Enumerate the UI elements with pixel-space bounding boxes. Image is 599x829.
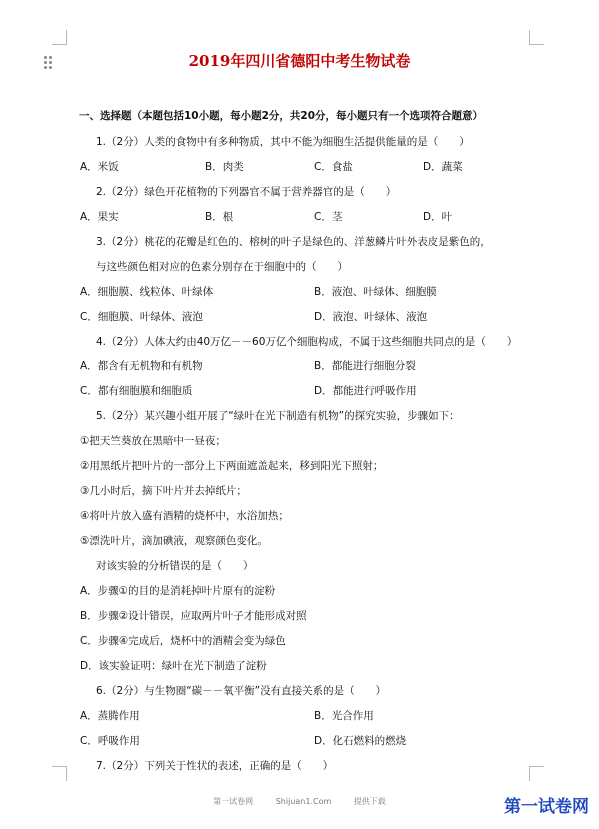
question-5-step-1: ①把天竺葵放在黑暗中一昼夜； (80, 435, 226, 447)
question-5-option-a: A．步骤①的目的是消耗掉叶片原有的淀粉 (80, 585, 276, 597)
page-corner-mark (52, 766, 67, 781)
document-title: 2019年四川省德阳中考生物试卷 (188, 52, 411, 70)
question-2-option-c: C．茎 (314, 211, 343, 223)
page-corner-mark (529, 766, 544, 781)
question-5-step-4: ④将叶片放入盛有酒精的烧杯中，水浴加热； (80, 510, 289, 522)
question-6-option-a: A．蒸腾作用 (80, 710, 140, 722)
question-1-option-c: C．食盐 (314, 161, 353, 173)
question-4-option-d: D．都能进行呼吸作用 (314, 385, 417, 397)
question-1-stem: 1.（2分）人类的食物中有多种物质，其中不能为细胞生活提供能量的是（ ） (96, 136, 470, 148)
question-5-option-b: B．步骤②设计错误，应取两片叶子才能形成对照 (80, 610, 307, 622)
question-2-stem: 2.（2分）绿色开花植物的下列器官不属于营养器官的是（ ） (96, 186, 397, 198)
question-6-option-d: D．化石燃料的燃烧 (314, 735, 407, 747)
question-2-option-a: A．果实 (80, 211, 119, 223)
question-3-option-b: B．液泡、叶绿体、细胞膜 (314, 286, 437, 298)
question-3-option-c: C．细胞膜、叶绿体、液泡 (80, 311, 203, 323)
question-6-option-b: B．光合作用 (314, 710, 374, 722)
question-3-stem-line-2: 与这些颜色相对应的色素分别存在于细胞中的（ ） (96, 261, 348, 273)
question-5-prompt: 对该实验的分析错误的是（ ） (96, 560, 254, 572)
question-1-option-b: B．肉类 (205, 161, 244, 173)
question-4-option-b: B．都能进行细胞分裂 (314, 360, 416, 372)
question-5-step-5: ⑤漂洗叶片，滴加碘液，观察颜色变化。 (80, 535, 268, 547)
question-5-step-2: ②用黑纸片把叶片的一部分上下两面遮盖起来，移到阳光下照射； (80, 460, 384, 472)
page-corner-mark (52, 30, 67, 45)
question-1-option-d: D．蔬菜 (423, 161, 463, 173)
question-2-option-b: B．根 (205, 211, 234, 223)
question-4-option-a: A．都含有无机物和有机物 (80, 360, 203, 372)
question-4-stem: 4.（2分）人体大约由40万亿－－60万亿个细胞构成，不属于这些细胞共同点的是（ ） (96, 336, 518, 348)
question-5-step-3: ③几小时后，摘下叶片并去掉纸片； (80, 485, 247, 497)
question-2-option-d: D．叶 (423, 211, 453, 223)
question-7-stem: 7.（2分）下列关于性状的表述，正确的是（ ） (96, 760, 334, 772)
question-6-stem: 6.（2分）与生物圈“碳－－氧平衡”没有直接关系的是（ ） (96, 685, 387, 697)
page-corner-mark (529, 30, 544, 45)
footer-site-name: 第一试卷网 (213, 797, 254, 806)
question-3-option-d: D．液泡、叶绿体、液泡 (314, 311, 428, 323)
question-6-option-c: C．呼吸作用 (80, 735, 140, 747)
question-5-option-c: C．步骤④完成后，烧杯中的酒精会变为绿色 (80, 635, 286, 647)
question-5-stem: 5.（2分）某兴趣小组开展了“绿叶在光下制造有机物”的探究实验，步骤如下： (96, 410, 460, 422)
site-watermark: 第一试卷网 (504, 797, 589, 817)
question-1-option-a: A．米饭 (80, 161, 119, 173)
section-heading: 一、选择题（本题包括10小题，每小题2分，共20分，每小题只有一个选项符合题意） (79, 110, 484, 122)
question-4-option-c: C．都有细胞膜和细胞质 (80, 385, 193, 397)
footer-site-domain: Shijuan1.Com (275, 797, 332, 806)
footer-download-note: 提供下载 (353, 797, 386, 806)
question-3-stem-line-1: 3.（2分）桃花的花瓣是红色的、榕树的叶子是绿色的、洋葱鳞片叶外表皮是紫色的， (96, 236, 491, 248)
question-3-option-a: A．细胞膜、线粒体、叶绿体 (80, 286, 214, 298)
question-5-option-d: D．该实验证明：绿叶在光下制造了淀粉 (80, 660, 267, 672)
